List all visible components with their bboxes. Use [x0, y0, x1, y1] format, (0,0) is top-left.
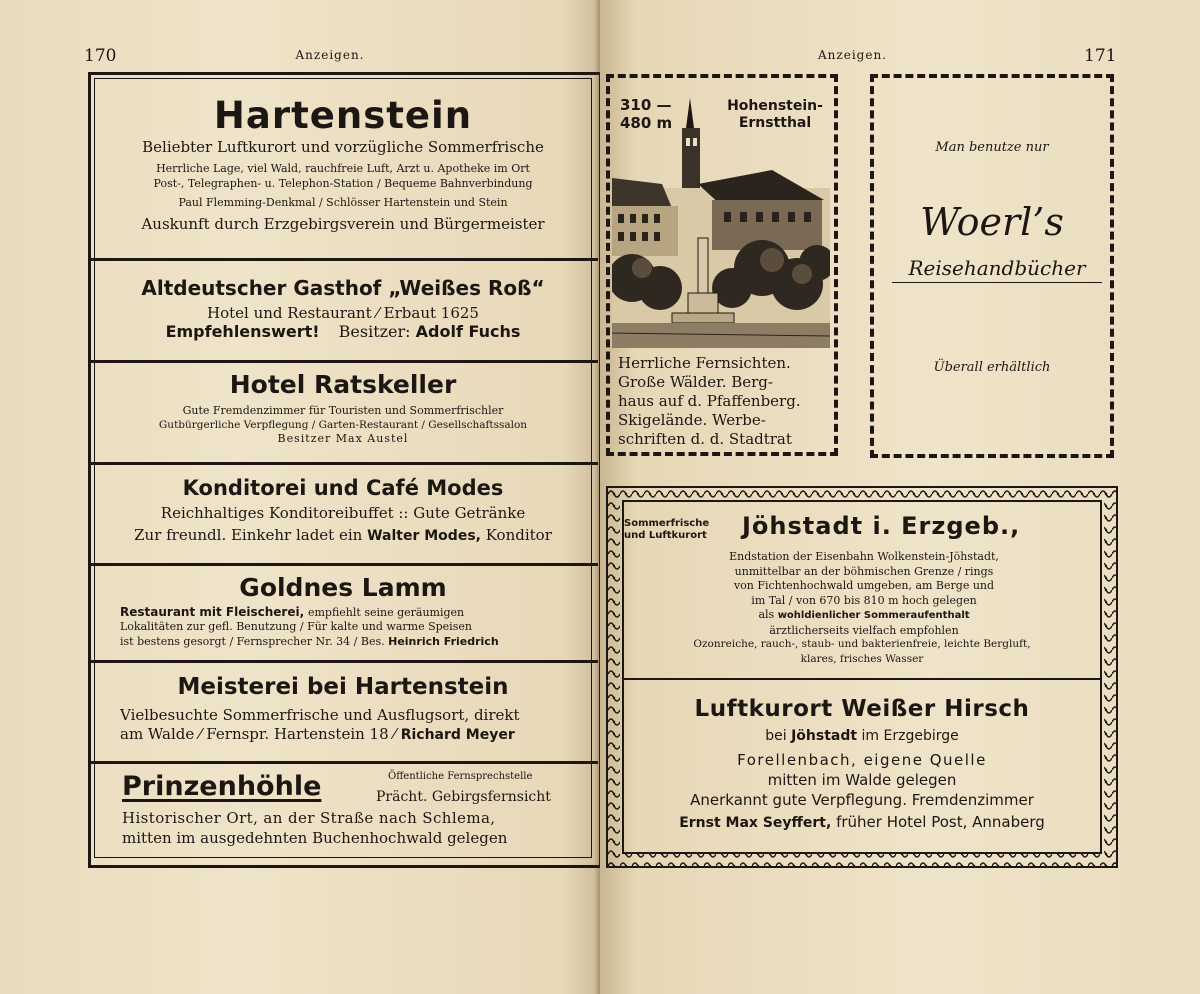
ad-meisterei	[98, 664, 588, 758]
divider	[90, 258, 598, 261]
ad-johstadt	[624, 502, 1100, 676]
ad-text: ist bestens gesorgt / Fernsprecher Nr. 34 / Bes.	[120, 635, 385, 648]
ad-owner: Ernst Max Seyffert,	[679, 815, 832, 831]
ad-text: Besitzer:	[338, 322, 411, 341]
ad-line	[624, 813, 1100, 831]
ad-konditorei-modes	[98, 466, 588, 560]
ad-owner: Adolf Fuchs	[415, 322, 521, 341]
ad-title: Konditorei und Café Modes	[182, 476, 504, 500]
ad-text: bei	[765, 728, 787, 744]
ad-subtitle: Reisehandbücher	[892, 256, 1102, 283]
ad-line	[120, 635, 580, 648]
ad-tag	[624, 518, 709, 542]
ad-text: Reichhaltiges Konditoreibuffet :: Gute Getränke	[160, 504, 526, 522]
ad-title: Altdeutscher Gasthof „Weißes Roß“	[141, 276, 545, 300]
ad-line	[120, 605, 580, 619]
ad-text: mitten im ausgedehnten Buchenhochwald gelegen	[122, 829, 508, 847]
ad-title: Prinzenhöhle	[122, 771, 322, 802]
ad-text: Besitzer Max Austel	[277, 432, 409, 445]
page-number-right: 171	[1084, 46, 1117, 66]
ad-text: schriften d. d. Stadtrat	[618, 430, 792, 448]
ad-title: Woerl’s	[920, 200, 1064, 244]
ad-owner: Walter Modes,	[367, 528, 481, 544]
ad-owner-line	[98, 526, 588, 544]
ad-text: Große Wälder. Berg-	[618, 373, 773, 391]
ad-title: Jöhstadt i. Erzgeb.,	[742, 512, 1021, 540]
ad-title: Luftkurort Weißer Hirsch	[694, 696, 1030, 722]
divider	[90, 360, 598, 363]
ad-owner-line	[98, 322, 588, 341]
divider	[90, 462, 598, 465]
ad-text: Überall erhältlich	[933, 360, 1051, 375]
ad-subtitle: Beliebter Luftkurort und vorzügliche Sommerfrische	[142, 138, 544, 156]
ad-emphasis: Jöhstadt	[791, 728, 858, 744]
ad-text: Herrliche Fernsichten.	[618, 354, 791, 372]
running-head-left: Anzeigen.	[295, 48, 365, 62]
ad-text: Vielbesuchte Sommerfrische und Ausflugsort, direkt	[120, 706, 520, 724]
ad-text: im Erzgebirge	[861, 728, 959, 744]
ad-text: Man benutze nur	[935, 140, 1049, 155]
ad-text: Herrliche Lage, viel Wald, rauchfreie Luft, Arzt u. Apotheke im Ort	[156, 162, 530, 175]
ad-text: empfiehlt seine geräumigen	[307, 606, 465, 619]
ad-text: Auskunft durch Erzgebirgsverein und Bürgermeister	[141, 215, 545, 233]
ad-title: Hartenstein	[213, 94, 473, 137]
ad-text: klares, frisches Wasser	[800, 652, 924, 665]
ad-text: am Walde ⁄ Fernspr. Hartenstein 18 ⁄	[120, 725, 396, 743]
ad-title: Hotel Ratskeller	[229, 370, 457, 399]
town-name-a: Hohenstein-	[727, 98, 823, 114]
page-number-left: 170	[84, 46, 117, 66]
ad-text: Post-, Telegraphen- u. Telephon-Station / Bequeme Bahnverbindung	[153, 177, 533, 190]
ad-text: Prächt. Gebirgsfernsicht	[376, 789, 551, 805]
ad-hohenstein-ernstthal	[606, 74, 838, 456]
ad-tag: Öffentliche Fernsprechstelle	[388, 771, 533, 782]
ad-owner: Richard Meyer	[400, 727, 515, 743]
running-head-right: Anzeigen.	[818, 48, 887, 62]
ad-text-block	[618, 354, 801, 449]
divider	[90, 660, 598, 663]
divider	[90, 563, 598, 566]
ad-text: haus auf d. Pfaffenberg.	[618, 392, 801, 410]
ad-text: Skigelände. Werbe-	[618, 411, 766, 429]
ad-text: Hotel und Restaurant ⁄ Erbaut 1625	[207, 304, 479, 322]
ad-weisses-ross	[98, 262, 588, 358]
ad-title: Goldnes Lamm	[239, 573, 447, 602]
ad-hartenstein	[98, 82, 588, 256]
town-name-b: Ernstthal	[738, 115, 812, 131]
ad-text: Historischer Ort, an der Straße nach Schlema,	[122, 809, 496, 827]
ad-text: Zur freundl. Einkehr ladet ein	[134, 526, 363, 544]
ad-text: früher Hotel Post, Annaberg	[836, 813, 1045, 831]
ad-weisser-hirsch	[624, 682, 1100, 852]
ad-emphasis: wohldienlicher Sommeraufenthalt	[777, 610, 970, 621]
ad-woerl-reisehandbuecher	[870, 74, 1114, 458]
ad-text: Konditor	[485, 526, 552, 544]
ad-line	[664, 608, 1064, 624]
town-engraving-illustration	[612, 88, 830, 348]
ad-text: unmittelbar an der böhmischen Grenze / rings	[734, 564, 994, 578]
altitude-label: 480 m	[620, 114, 673, 132]
ad-line	[120, 725, 580, 743]
ad-tag-a: Sommerfrische	[624, 518, 710, 529]
ad-text: Gute Fremdenzimmer für Touristen und Sommerfrischler	[182, 404, 504, 417]
ad-text: als	[758, 608, 775, 621]
ad-hotel-ratskeller	[98, 364, 588, 460]
ad-text: Ozonreiche, rauch-, staub- und bakterienfreie, leichte Bergluft,	[693, 638, 1031, 650]
ad-prinzenhoehle	[98, 765, 588, 855]
divider	[90, 761, 598, 764]
ad-text: Endstation der Eisenbahn Wolkenstein-Jöhstadt,	[729, 550, 999, 563]
divider	[622, 678, 1102, 680]
altitude-label: 310 —	[620, 96, 672, 114]
ad-tag-b: und Luftkurort	[624, 530, 707, 541]
ad-text: mitten im Walde gelegen	[767, 771, 957, 789]
ad-text: Anerkannt gute Verpflegung. Fremdenzimmer	[690, 791, 1034, 809]
ad-goldnes-lamm	[98, 567, 588, 658]
ad-owner: Heinrich Friedrich	[388, 635, 499, 648]
ad-text: im Tal / von 670 bis 810 m hoch gelegen	[751, 593, 977, 607]
ad-text: von Fichtenhochwald umgeben, am Berge und	[733, 579, 995, 592]
ad-text-block	[624, 637, 1100, 666]
ad-text: Paul Flemming-Denkmal / Schlösser Hartenstein und Stein	[178, 196, 508, 209]
ad-emphasis: Restaurant mit Fleischerei,	[120, 605, 305, 619]
ad-text: Gutbürgerliche Verpflegung / Garten-Restaurant / Gesellschaftssalon	[158, 419, 528, 431]
ad-text: Forellenbach, eigene Quelle	[737, 751, 987, 769]
ad-text-block	[664, 550, 1064, 638]
ad-text: ärztlicherseits vielfach empfohlen	[769, 623, 959, 637]
ad-text: Lokalitäten zur gefl. Benutzung / Für kalte und warme Speisen	[120, 620, 472, 633]
ad-title: Meisterei bei Hartenstein	[177, 674, 509, 700]
ad-emphasis: Empfehlenswert!	[165, 322, 320, 341]
right-page	[600, 0, 1200, 994]
ad-line	[624, 728, 1100, 744]
